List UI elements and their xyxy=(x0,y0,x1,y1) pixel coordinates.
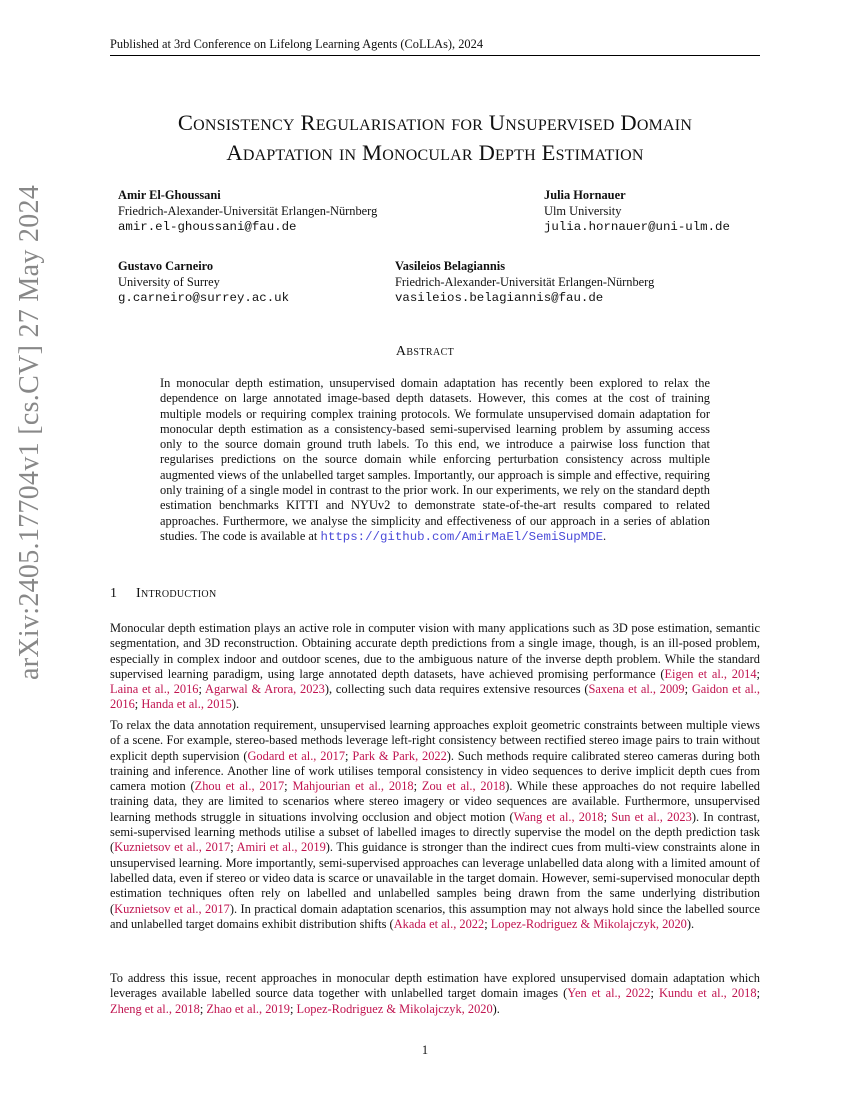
page-number: 1 xyxy=(421,1043,429,1057)
citation-link[interactable]: Zhou et al., 2017 xyxy=(194,779,285,794)
citation-link[interactable]: Mahjourian et al., 2018 xyxy=(292,779,414,794)
citation-link[interactable]: Zou et al., 2018 xyxy=(421,779,506,794)
author-block xyxy=(118,187,377,235)
citation-link[interactable]: Lopez-Rodriguez & Mikolajczyk, 2020 xyxy=(296,1001,493,1016)
citation-link[interactable]: Kuznietsov et al., 2017 xyxy=(114,840,231,855)
citation-link[interactable]: Kundu et al., 2018 xyxy=(658,986,757,1001)
author-email[interactable]: amir.el-ghoussani@fau.de xyxy=(118,220,297,234)
paper-title xyxy=(100,108,770,168)
citation-link[interactable]: Zhao et al., 2019 xyxy=(206,1001,290,1016)
citation-link[interactable]: Handa et al., 2015 xyxy=(141,697,232,712)
citation-link[interactable]: Kuznietsov et al., 2017 xyxy=(114,901,230,916)
abstract-body: In monocular depth estimation, unsupervised domain adaptation has recently been explored to relax the dependence on large annotated image-based depth datasets. However, this comes at the cost of training multiple models or requiring complex training protocols. We formulate unsupervised domain adaptation for monocular depth estimation as a consistency-based semi-supervised learning problem by assuming access only to the source domain ground truth labels. To this end, we introduce a pairwise loss function that regularises predictions on the source domain while enforcing perturbation consistency across multiple augmented views of the unlabelled target samples. Importantly, our approach is simple and effective, requiring only training of a single model in contrast to the prior work. In our experiments, we rely on the standard depth estimation benchmarks KITTI and NYUv2 to demonstrate state-of-the-art results compared to related approaches. Furthermore, we analyse the simplicity and effectiveness of our approach in a series of ablation studies. The code is available at https://github.com/AmirMaEl/SemiSupMDE. xyxy=(160,376,710,544)
author-name: Gustavo Carneiro xyxy=(118,259,214,273)
running-header: Published at 3rd Conference on Lifelong Learning Agents (CoLLAs), 2024 xyxy=(110,37,760,56)
citation-link[interactable]: Saxena et al., 2009 xyxy=(588,682,685,697)
author-email[interactable]: vasileios.belagiannis@fau.de xyxy=(395,291,604,305)
author-email[interactable]: julia.hornauer@uni-ulm.de xyxy=(544,220,730,234)
citation-link[interactable]: Yen et al., 2022 xyxy=(567,986,651,1001)
abstract-text: In monocular depth estimation, unsupervised domain adaptation has recently been explored to relax the dependence on large annotated image-based depth datasets. However, this comes at the cost of training multiple models or requiring complex training protocols. We formulate unsupervised domain adaptation for monocular depth estimation as a consistency-based semi-supervised learning problem by assuming access only to the source domain ground truth labels. To this end, we introduce a pairwise loss function that regularises predictions on the source domain while enforcing perturbation consistency across multiple augmented views of the unlabelled target samples. Importantly, our approach is simple and effective, requiring only training of a single model in contrast to the prior work. In our experiments, we rely on the standard depth estimation benchmarks KITTI and NYUv2 to demonstrate state-of-the-art results compared to related approaches. Furthermore, we analyse the simplicity and effectiveness of our approach in a series of ablation studies. The code is available at xyxy=(160,376,710,543)
paragraph: To relax the data annotation requirement, unsupervised learning approaches exploit geometric constraints between multiple views of a scene. For example, stereo-based methods leverage left-right consistency between rectified stereo image pairs to train without explicit depth supervision (Godard et al., 2017; Park & Park, 2022). Such methods require calibrated stereo cameras during both training and inference. Another line of work utilises temporal consistency in video sequences to derive implicit depth cues from camera motion (Zhou et al., 2017; Mahjourian et al., 2018; Zou et al., 2018). While these approaches do not require labelled training data, they are limited to scenarios where stereo imagery or video sequences are available. Furthermore, unsupervised learning methods struggle in situations involving occlusion and object motion (Wang et al., 2018; Sun et al., 2023). In contrast, semi-supervised learning methods utilise a subset of labelled images to directly supervise the model on the depth prediction task (Kuznietsov et al., 2017; Amiri et al., 2019). This guidance is stronger than the indirect cues from multi-view constraints alone in unsupervised learning. More importantly, semi-supervised approaches can leverage unlabelled data along with a limited amount of labelled data, even if stereo or video data is scarce or unavailable in the target domain. However, semi-supervised monocular depth estimation techniques often rely on labelled and unlabelled samples being drawn from the same underlying distribution (Kuznietsov et al., 2017). In practical domain adaptation scenarios, this assumption may not always hold since the labelled source and unlabelled target domains exhibit distribution shifts (Akada et al., 2022; Lopez-Rodriguez & Mikolajczyk, 2020). xyxy=(110,718,761,931)
citation-link[interactable]: Akada et al., 2022 xyxy=(393,916,485,931)
title-line-1: Consistency Regularisation for Unsupervised Domain xyxy=(177,110,693,135)
paragraph: Monocular depth estimation plays an active role in computer vision with many applications such as 3D pose estimation, semantic segmentation, and 3D reconstruction. Obtaining accurate depth predictions from a single image, though, is an ill-posed problem, especially in complex indoor and outdoor scenes, due to the ambiguous nature of the inverse depth problem. While the standard supervised learning paradigm, using large annotated depth datasets, have achieved promising performance (Eigen et al., 2014; Laina et al., 2016; Agarwal & Arora, 2023), collecting such data requires extensive resources (Saxena et al., 2009; Gaidon et al., 2016; Handa et al., 2015). xyxy=(110,621,760,712)
author-block xyxy=(395,258,654,306)
citation-link[interactable]: Lopez-Rodriguez & Mikolajczyk, 2020 xyxy=(490,916,687,931)
citation-link[interactable]: Park & Park, 2022 xyxy=(352,748,447,763)
author-block xyxy=(118,258,289,306)
citation-link[interactable]: Wang et al., 2018 xyxy=(513,809,604,824)
citation-link[interactable]: Amiri et al., 2019 xyxy=(236,840,326,855)
citation-link[interactable]: Agarwal & Arora, 2023 xyxy=(205,682,325,697)
citation-link[interactable]: Eigen et al., 2014 xyxy=(664,666,757,681)
author-name: Vasileios Belagiannis xyxy=(395,259,506,273)
author-email[interactable]: g.carneiro@surrey.ac.uk xyxy=(118,291,290,305)
author-name: Amir El-Ghoussani xyxy=(118,188,221,202)
citation-link[interactable]: Godard et al., 2017 xyxy=(247,748,346,763)
author-affiliation: Ulm University xyxy=(544,204,622,218)
arxiv-stamp[interactable]: arXiv:2405.17704v1 [cs.CV] 27 May 2024 xyxy=(14,184,45,680)
author-block xyxy=(544,187,730,235)
citation-link[interactable]: Zheng et al., 2018 xyxy=(110,1001,200,1016)
section-number: 1 xyxy=(110,586,118,601)
author-name: Julia Hornauer xyxy=(544,188,626,202)
author-affiliation: University of Surrey xyxy=(118,275,220,289)
citation-link[interactable]: Laina et al., 2016 xyxy=(110,682,199,697)
title-line-2: Adaptation in Monocular Depth Estimation xyxy=(226,140,644,165)
section-heading xyxy=(110,586,216,602)
author-affiliation: Friedrich-Alexander-Universität Erlangen-Nürnberg xyxy=(118,204,378,218)
code-url-link[interactable]: https://github.com/AmirMaEl/SemiSupMDE xyxy=(320,529,604,544)
citation-link[interactable]: Gaidon et al., 2016 xyxy=(110,682,760,712)
abstract-heading: Abstract xyxy=(395,344,455,359)
citation-link[interactable]: Sun et al., 2023 xyxy=(611,809,692,824)
section-title: Introduction xyxy=(136,586,217,601)
paragraph: To address this issue, recent approaches in monocular depth estimation have explored unsupervised domain adaptation which leverages available labelled source data together with unlabelled target domain images (Yen et al., 2022; Kundu et al., 2018; Zheng et al., 2018; Zhao et al., 2019; Lopez-Rodriguez & Mikolajczyk, 2020). xyxy=(110,971,761,1016)
author-affiliation: Friedrich-Alexander-Universität Erlangen-Nürnberg xyxy=(395,275,655,289)
